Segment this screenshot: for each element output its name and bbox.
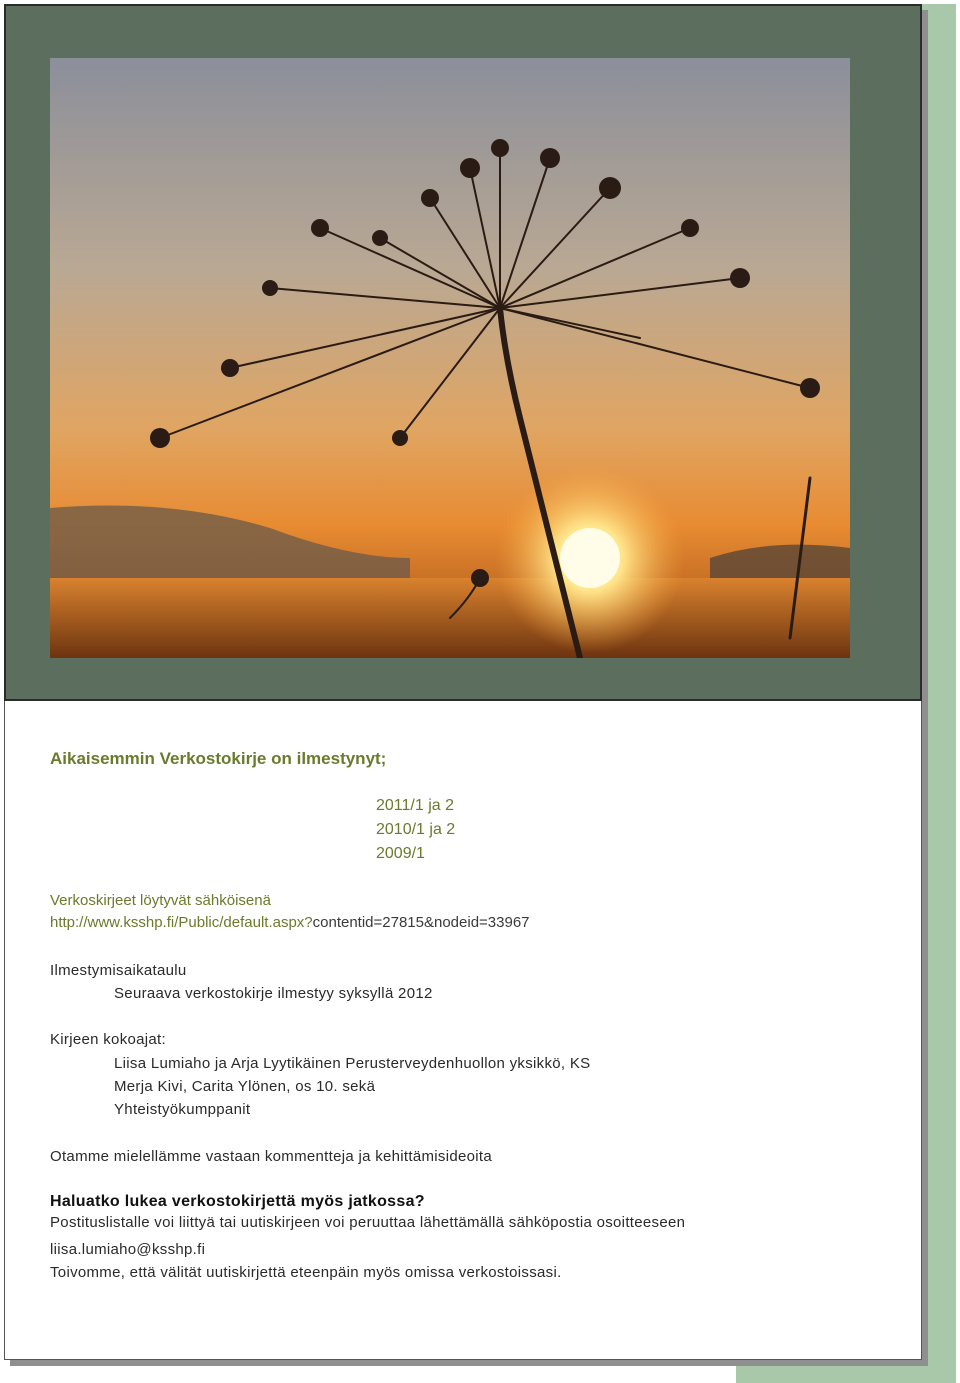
authors-line: Yhteistyökumppanit: [114, 1101, 251, 1118]
feedback-text: Otamme mielellämme vastaan kommentteja ja kehittämisideoita: [50, 1148, 493, 1165]
subscribe-info: Postituslistalle voi liittyä tai uutiskirjeen voi peruuttaa lähettämällä sähköpostia osoitteeseen: [50, 1214, 686, 1231]
cover-photo: [50, 58, 850, 658]
previous-issues-heading: Aikaisemmin Verkostokirje on ilmestynyt;: [50, 749, 387, 768]
issue-item: 2009/1: [376, 845, 425, 862]
archive-url[interactable]: [50, 914, 530, 931]
schedule-next: Seuraava verkostokirje ilmestyy syksyllä 2012: [114, 985, 433, 1002]
closing-text: Toivomme, että välität uutiskirjettä eteenpäin myös omissa verkostoissasi.: [50, 1264, 562, 1281]
authors-line: Liisa Lumiaho ja Arja Lyytikäinen Perusterveydenhuollon yksikkö, KS: [114, 1055, 591, 1072]
authors-label: Kirjeen kokoajat:: [50, 1031, 166, 1048]
archive-url-part2[interactable]: contentid=27815&nodeid=33967: [312, 914, 530, 931]
issue-item: 2010/1 ja 2: [376, 821, 456, 838]
cover-panel: [4, 4, 922, 701]
subscribe-question: Haluatko lukea verkostokirjettä myös jatkossa?: [50, 1193, 425, 1210]
contact-email-link[interactable]: liisa.lumiaho@ksshp.fi: [50, 1241, 206, 1258]
schedule-label: Ilmestymisaikataulu: [50, 962, 187, 979]
sunset-umbel-silhouette: [50, 58, 850, 658]
online-label: Verkoskirjeet löytyvät sähköisenä: [50, 892, 271, 909]
archive-url-part1[interactable]: http://www.ksshp.fi/Public/default.aspx?: [50, 914, 313, 931]
issue-item: 2011/1 ja 2: [376, 797, 454, 814]
authors-line: Merja Kivi, Carita Ylönen, os 10. sekä: [114, 1078, 376, 1095]
